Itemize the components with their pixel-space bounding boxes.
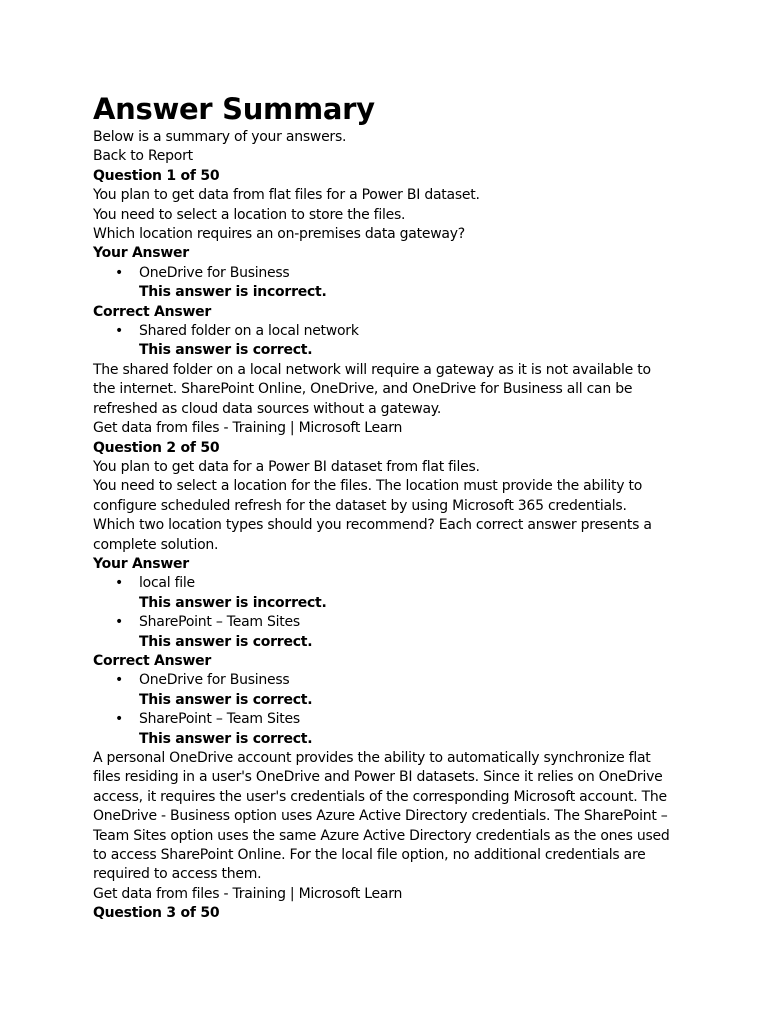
your-answer-list [93,264,673,303]
answer-item [93,613,673,652]
reference-link[interactable]: Get data from files - Training | Microsoft Learn [93,420,403,437]
bullet-icon: • [115,711,124,728]
question-1-header: Question 1 of 50 [93,167,220,184]
your-answer-heading: Your Answer [93,555,189,572]
page-title: Answer Summary [93,92,375,126]
reference-link[interactable]: Get data from files - Training | Microsoft Learn [93,885,403,902]
question-2-header: Question 2 of 50 [93,439,220,456]
answer-status: This answer is incorrect. [139,594,327,611]
answer-text: Shared folder on a local network [139,323,359,340]
explanation-text: A personal OneDrive account provides the ability to automatically synchronize flat files residing in a user's OneDrive and Power BI datasets. Since it relies on OneDrive access, it requires the user's credentials of the corresponding Microsoft account. The OneDrive - Business option uses Azure Active Directory credentials. The SharePoint – Team Sites option uses the same Azure Active Directory credentials as the ones used to access SharePoint Online. For the local file option, no additional credentials are required to access them. [93,750,670,883]
bullet-icon: • [115,672,124,689]
question-1-text-line: You need to select a location to store the files. [93,206,406,223]
bullet-icon: • [115,264,124,281]
question-2-text-line: You plan to get data for a Power BI dataset from flat files. [93,458,480,475]
answer-item [93,264,673,303]
answer-text: local file [139,575,195,592]
answer-status: This answer is correct. [139,633,313,650]
question-3-header: Question 3 of 50 [93,905,220,922]
answer-item [93,574,673,613]
your-answer-heading: Your Answer [93,245,189,262]
answer-status: This answer is correct. [139,730,313,747]
answer-text: SharePoint – Team Sites [139,614,300,631]
intro-text: Below is a summary of your answers. [93,129,347,145]
question-1-text-line: You plan to get data from flat files for a Power BI dataset. [93,187,480,204]
back-to-report-link[interactable]: Back to Report [93,148,193,165]
answer-summary-page [93,90,673,924]
question-2-text-line: Which two location types should you recommend? Each correct answer presents a complete solution. [93,517,652,553]
answer-status: This answer is correct. [139,342,313,359]
correct-answer-list [93,671,673,749]
bullet-icon: • [115,575,124,592]
answer-status: This answer is correct. [139,691,313,708]
question-1-text-line: Which location requires an on-premises data gateway? [93,226,465,243]
answer-status: This answer is incorrect. [139,284,327,301]
explanation-text: The shared folder on a local network will require a gateway as it is not available to the internet. SharePoint Online, OneDrive, and OneDrive for Business all can be refreshed as cloud data sources without a gateway. [93,361,651,417]
bullet-icon: • [115,614,124,631]
answer-item [93,671,673,710]
answer-text: OneDrive for Business [139,264,290,281]
answer-item [93,710,673,749]
answer-text: SharePoint – Team Sites [139,711,300,728]
question-2-text-line: You need to select a location for the files. The location must provide the ability to configure scheduled refresh for the dataset by using Microsoft 365 credentials. [93,478,643,514]
correct-answer-list [93,322,673,361]
correct-answer-heading: Correct Answer [93,652,212,669]
bullet-icon: • [115,323,124,340]
your-answer-list [93,574,673,652]
correct-answer-heading: Correct Answer [93,303,212,320]
answer-text: OneDrive for Business [139,672,290,689]
answer-item [93,322,673,361]
